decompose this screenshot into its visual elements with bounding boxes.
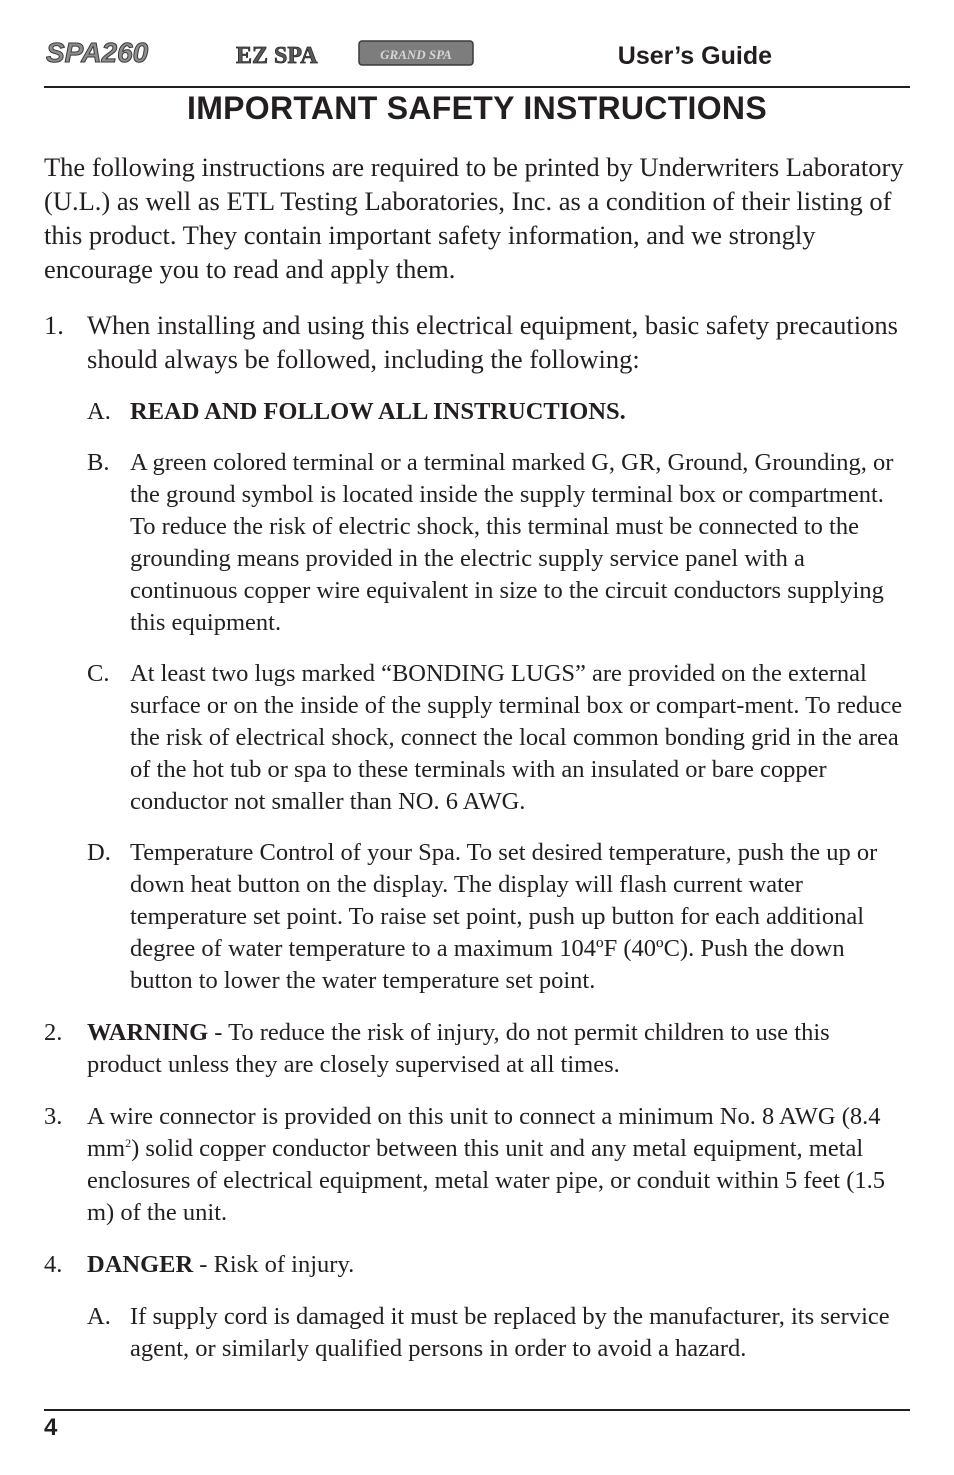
grandspa-logo [358,36,476,68]
sub-item-label: B. [87,449,110,476]
sub-item-label: C. [87,660,110,687]
list-item-3 [44,1101,910,1229]
sub-item-1d [87,837,910,997]
superscript: 2 [125,1135,132,1150]
sub-item-text: At least two lugs marked “BONDING LUGS” are provided on the external surface or on the inside of the supply terminal box or compart-ment. To reduce the risk of electrical shock, connect the local common bonding grid in the area of the hot tub or spa to these terminals with an insulated or bare copper conductor not smaller than NO. 6 AWG. [130,660,903,815]
list-number: 3. [44,1103,63,1130]
sub-item-label: A. [87,398,111,425]
list-item-2 [44,1017,910,1081]
sub-item-1b [87,447,910,639]
sub-item-4a [87,1301,910,1365]
sub-item-text: READ AND FOLLOW ALL INSTRUCTIONS. [130,398,626,425]
page-number: 4 [44,1414,58,1441]
spa260-logo [46,36,206,68]
sub-item-label: A. [87,1303,111,1330]
sub-item-text: Temperature Control of your Spa. To set desired temperature, push the up or down heat button on the display. The display will flash current water temperature set point. To raise set point, push up button for each additional degree of water temperature to a maximum 104ºF (40ºC). Push the down button to lower the water temperature set point. [130,839,878,994]
list-item-text: - Risk of injury. [193,1251,355,1278]
list-item-1 [44,308,910,376]
footer-rule [44,1409,910,1411]
danger-label: DANGER [87,1251,194,1278]
page-header [44,28,910,88]
warning-label: WARNING [87,1019,209,1046]
svg-text:GRAND SPA: GRAND SPA [380,47,452,62]
list-item-text: - To reduce the risk of injury, do not permit children to use this product unless they are closely supervised at all times. [87,1019,830,1078]
svg-text:EZ SPA: EZ SPA [236,43,318,68]
sub-item-label: D. [87,839,111,866]
sub-item-text: A green colored terminal or a terminal marked G, GR, Ground, Grounding, or the ground symbol is located inside the supply terminal box or compartment. To reduce the risk of electric shock, this terminal must be connected to the grounding means provided in the electric supply service panel with a continuous copper wire equivalent in size to the circuit conductors supplying this equipment. [130,449,894,636]
header-rule [44,86,910,88]
sub-item-text: If supply cord is damaged it must be replaced by the manufacturer, its service agent, or similarly qualified persons in order to avoid a hazard. [130,1303,890,1362]
document-body [44,150,910,1365]
ezspa-logo [236,36,322,68]
page-title: IMPORTANT SAFETY INSTRUCTIONS [187,90,767,126]
list-number: 2. [44,1019,63,1046]
list-item-text: When installing and using this electrical equipment, basic safety precautions should always be followed, including the following: [87,310,898,374]
list-item-text: A wire connector is provided on this unit to connect a minimum No. 8 AWG (8.4 mm [87,1103,881,1162]
guide-title: User’s Guide [617,42,772,70]
sub-item-1a [87,396,910,428]
intro-paragraph: The following instructions are required to be printed by Underwriters Laboratory (U.L.) as well as ETL Testing Laboratories, Inc. as a condition of their listing of this product. They contain important safety information, and we strongly encourage you to read and apply them. [44,152,904,284]
list-number: 4. [44,1251,63,1278]
list-item-4 [44,1249,910,1281]
list-number: 1. [44,310,64,340]
svg-text:SPA260: SPA260 [46,37,149,68]
list-item-text-cont: ) solid copper conductor between this unit and any metal equipment, metal enclosures of electrical equipment, metal water pipe, or conduit within 5 feet (1.5 m) of the unit. [87,1135,886,1226]
sub-item-1c [87,658,910,818]
